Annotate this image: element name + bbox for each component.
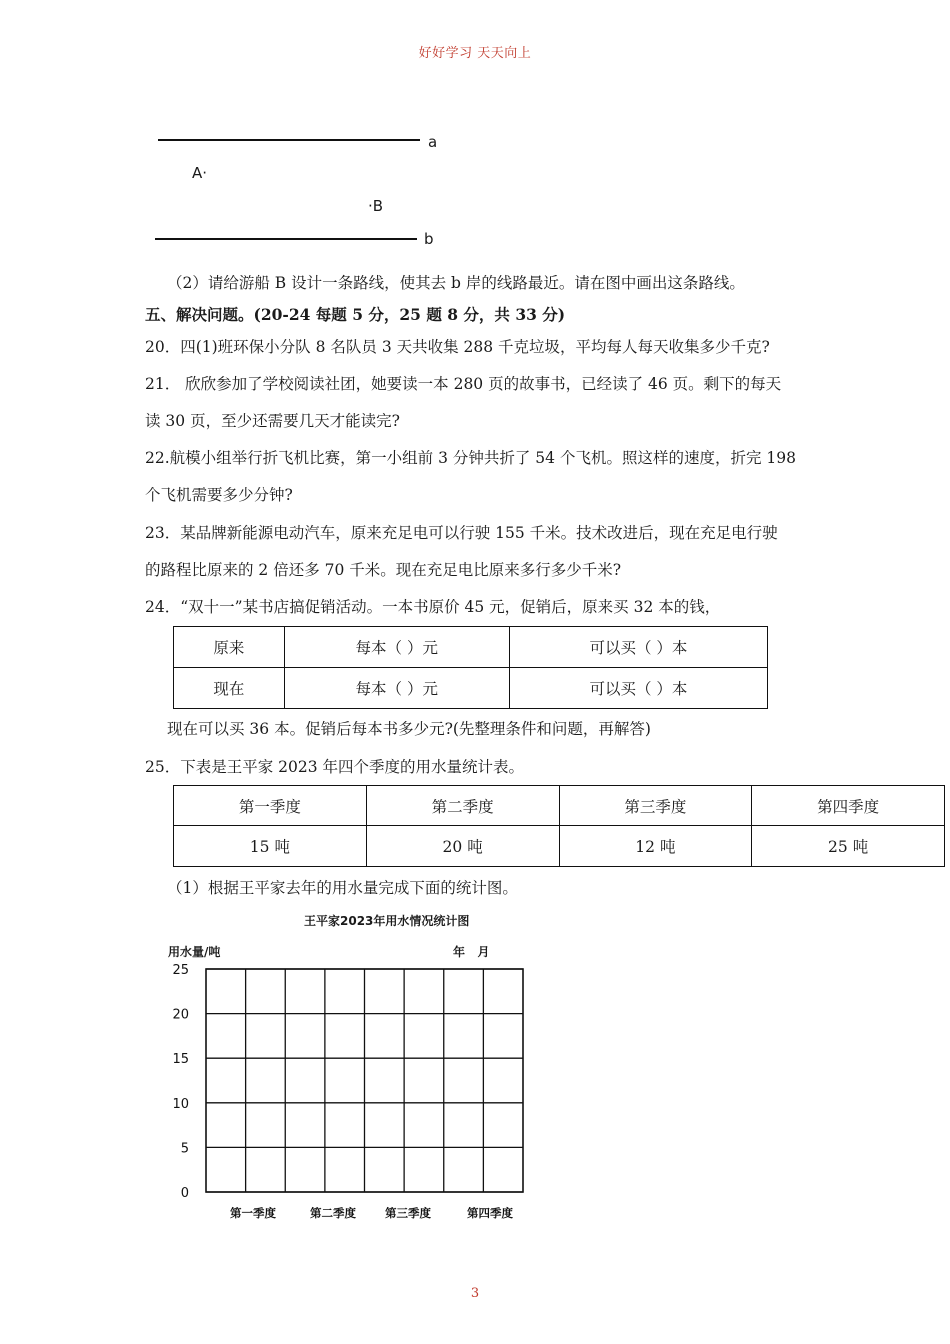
q24-row1-label: 原来 [174, 627, 285, 668]
q23-text-line2: 的路程比原来的 2 倍还多 70 千米。现在充足电比原来多行多少千米? [145, 561, 622, 579]
line-a [158, 139, 420, 141]
q22-text-line2: 个飞机需要多少分钟? [145, 486, 293, 504]
q25-value-q3: 12 吨 [559, 826, 752, 867]
chart-y-tick: 20 [172, 1007, 189, 1023]
q21-text-line1: 21． 欣欣参加了学校阅读社团，她要读一本 280 页的故事书，已经读了 46 页。剩下的每天 [145, 375, 782, 393]
chart-category-label: 第一季度 [230, 1206, 276, 1220]
q24-row1-quantity: 可以买（ ）本 [509, 627, 767, 668]
chart-category-label: 第二季度 [310, 1206, 356, 1220]
q22-text-line1: 22.航模小组举行折飞机比赛，第一小组前 3 分钟共折了 54 个飞机。照这样的速度，折完 198 [145, 449, 796, 467]
chart-title: 王平家2023年用水情况统计图 [304, 914, 470, 928]
q25-value-q1: 15 吨 [174, 826, 367, 867]
q24-text-line1: 24．“双十一”某书店搞促销活动。一本书原价 45 元，促销后，原来买 32 本的钱， [145, 598, 721, 616]
q24-text-line2: 现在可以买 36 本。促销后每本书多少元?(先整理条件和问题，再解答) [167, 720, 651, 738]
chart-svg[interactable] [165, 955, 545, 1225]
q25-part1: （1）根据王平家去年的用水量完成下面的统计图。 [167, 879, 518, 897]
chart-category-label: 第四季度 [467, 1206, 513, 1220]
q25-header-q2: 第二季度 [366, 786, 559, 826]
q24-row1-price: 每本（ ）元 [284, 627, 509, 668]
line-a-label: a [428, 133, 438, 151]
q24-row2-label: 现在 [174, 668, 285, 709]
q19-part2: （2）请给游船 B 设计一条路线，使其去 b 岸的线路最近。请在图中画出这条路线。 [167, 274, 745, 292]
q25-value-q4: 25 吨 [752, 826, 945, 867]
q25-value-q2: 20 吨 [366, 826, 559, 867]
q25-header-q3: 第三季度 [559, 786, 752, 826]
q24-row2-quantity: 可以买（ ）本 [509, 668, 767, 709]
q24-row2-price: 每本（ ）元 [284, 668, 509, 709]
chart-ylabel: 用水量/吨 [168, 945, 221, 959]
point-a-label: A· [192, 164, 208, 182]
point-b-label: ·B [368, 197, 384, 215]
section-5-heading: 五、解决问题。(20-24 每题 5 分，25 题 8 分，共 33 分) [145, 305, 566, 324]
page-header: 好好学习 天天向上 [418, 46, 532, 61]
q25-water-table [173, 785, 945, 867]
q20-text: 20．四(1)班环保小分队 8 名队员 3 天共收集 288 千克垃圾，平均每人每天收集多少千克? [145, 338, 770, 356]
q23-text-line1: 23．某品牌新能源电动汽车，原来充足电可以行驶 155 千米。技术改进后，现在充足电行驶 [145, 524, 778, 542]
chart-date-label: 年 月 [453, 945, 490, 959]
line-b-label: b [424, 230, 434, 248]
chart-y-tick: 15 [172, 1052, 189, 1068]
q25-header-q4: 第四季度 [752, 786, 945, 826]
chart-category-label: 第三季度 [385, 1206, 431, 1220]
chart-y-tick: 0 [180, 1186, 189, 1201]
q24-price-table [173, 626, 768, 709]
chart-y-tick: 25 [172, 963, 189, 978]
page-number: 3 [470, 1286, 480, 1301]
chart-y-tick: 10 [172, 1096, 189, 1112]
q21-text-line2: 读 30 页，至少还需要几天才能读完? [145, 412, 400, 430]
line-b [155, 238, 417, 240]
chart-y-tick: 5 [180, 1141, 189, 1157]
q25-header-q1: 第一季度 [174, 786, 367, 826]
q25-text-line1: 25．下表是王平家 2023 年四个季度的用水量统计表。 [145, 758, 525, 776]
